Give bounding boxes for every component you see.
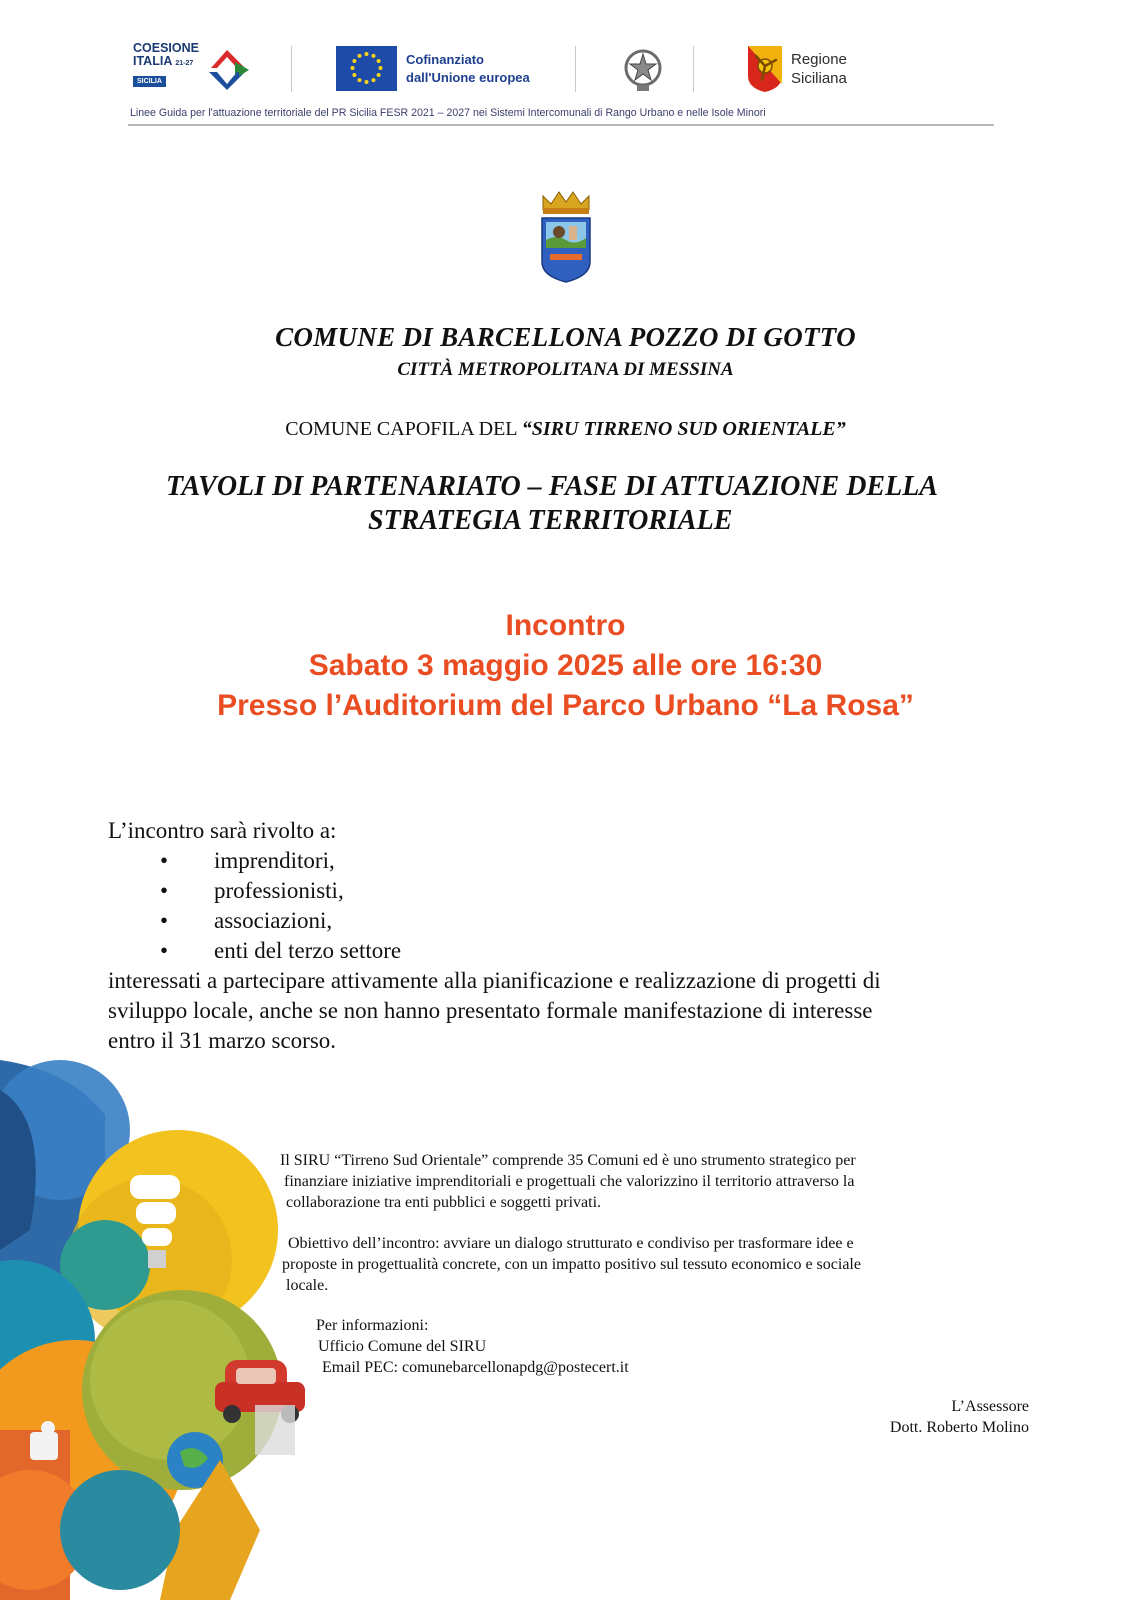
regione-caption xyxy=(791,50,847,88)
list-item xyxy=(160,846,401,876)
town-crest xyxy=(537,190,595,289)
eu-caption-line2: dall'Unione europea xyxy=(406,70,530,85)
coesione-region-badge: SICILIA xyxy=(133,76,166,87)
audience-intro: L’incontro sarà rivolto a: xyxy=(108,818,337,843)
siru-line: finanziare iniziative imprenditoriali e progettuali che valorizzino il territorio attraverso la xyxy=(284,1173,855,1190)
coesione-arrows-icon xyxy=(205,44,251,92)
list-item xyxy=(160,906,401,936)
audience-item: imprenditori, xyxy=(214,848,335,873)
signature-role: L’Assessore xyxy=(951,1398,1029,1415)
audience-paragraph xyxy=(108,966,1008,1056)
town-coat-of-arms-icon xyxy=(537,190,595,284)
header-divider xyxy=(575,46,576,92)
siru-line: collaborazione tra enti pubblici e soggetti privati. xyxy=(286,1194,602,1211)
paragraph-line: sviluppo locale, anche se non hanno presentato formale manifestazione di interesse xyxy=(108,998,873,1023)
bullet-icon: • xyxy=(160,848,169,873)
coesione-years: 21-27 xyxy=(175,60,194,67)
republic-emblem-icon xyxy=(622,44,664,94)
paragraph-line: interessati a partecipare attivamente alla pianificazione e realizzazione di progetti di xyxy=(108,968,881,993)
regione-siciliana-logo xyxy=(746,44,784,99)
obiettivo-line: Obiettivo dell’incontro: avviare un dialogo strutturato e condiviso per trasformare idee e xyxy=(288,1235,854,1252)
signature-name: Dott. Roberto Molino xyxy=(889,1419,1029,1436)
regione-caption-line2: Siciliana xyxy=(791,70,847,87)
event-datetime: Sabato 3 maggio 2025 alle ore 16:30 xyxy=(308,649,823,682)
siru-description xyxy=(280,1150,980,1213)
contact-email[interactable]: Email PEC: comunebarcellonapdg@postecert.it xyxy=(322,1359,629,1376)
capofila-name: “SIRU TIRRENO SUD ORIENTALE” xyxy=(521,418,846,440)
audience-item: associazioni, xyxy=(214,908,333,933)
tavoli-heading-line2: STRATEGIA TERRITORIALE xyxy=(368,505,733,536)
trinacria-shield-icon xyxy=(746,44,784,94)
list-item xyxy=(160,876,401,906)
obiettivo-line: locale. xyxy=(286,1277,329,1294)
eu-flag-icon xyxy=(336,46,397,91)
eu-flag-logo xyxy=(336,46,397,91)
paragraph-line: entro il 31 marzo scorso. xyxy=(108,1028,337,1053)
audience-item: enti del terzo settore xyxy=(214,938,402,963)
header-divider xyxy=(291,46,292,92)
coesione-italia-logo xyxy=(133,42,253,94)
capofila-line xyxy=(0,418,1131,441)
obiettivo-line: proposte in progettualità concrete, con un impatto positivo sul tessuto economico e sociale xyxy=(282,1256,861,1273)
obiettivo-description xyxy=(282,1233,982,1296)
audience-item: professionisti, xyxy=(214,878,344,903)
event-heading: Incontro xyxy=(505,609,626,642)
list-item xyxy=(160,936,401,966)
siru-line: Il SIRU “Tirreno Sud Orientale” comprende 35 Comuni ed è uno strumento strategico per xyxy=(280,1152,856,1169)
audience-list xyxy=(160,846,401,966)
eu-caption-line1: Cofinanziato xyxy=(406,52,484,67)
contact-office: Ufficio Comune del SIRU xyxy=(318,1338,487,1355)
header-divider xyxy=(693,46,694,92)
guidelines-caption: Linee Guida per l'attuazione territoriale del PR Sicilia FESR 2021 – 2027 nei Sistemi Intercomunali di Rango Urbano e nelle Isole Minori xyxy=(130,107,766,119)
signature-block xyxy=(890,1396,1029,1438)
capofila-prefix: COMUNE CAPOFILA DEL xyxy=(285,418,522,440)
tavoli-heading-line1: TAVOLI DI PARTENARIATO – FASE DI ATTUAZIONE DELLA xyxy=(166,471,938,502)
coesione-line1: COESIONE xyxy=(133,41,199,55)
comune-title: COMUNE DI BARCELLONA POZZO DI GOTTO xyxy=(275,322,856,352)
contact-label: Per informazioni: xyxy=(316,1317,429,1334)
italian-republic-emblem xyxy=(622,44,664,99)
bullet-icon: • xyxy=(160,908,169,933)
regione-caption-line1: Regione xyxy=(791,51,847,68)
citta-subtitle: CITTÀ METROPOLITANA DI MESSINA xyxy=(397,359,734,380)
header-rule xyxy=(128,124,994,126)
decorative-illustration xyxy=(0,1060,310,1605)
bullet-icon: • xyxy=(160,938,169,963)
coesione-line2: ITALIA xyxy=(133,54,172,68)
colorful-circles-illustration xyxy=(0,1060,310,1600)
event-location: Presso l’Auditorium del Parco Urbano “La Rosa” xyxy=(217,689,914,722)
eu-caption xyxy=(406,51,530,87)
bullet-icon: • xyxy=(160,878,169,903)
contact-info xyxy=(316,1315,629,1378)
